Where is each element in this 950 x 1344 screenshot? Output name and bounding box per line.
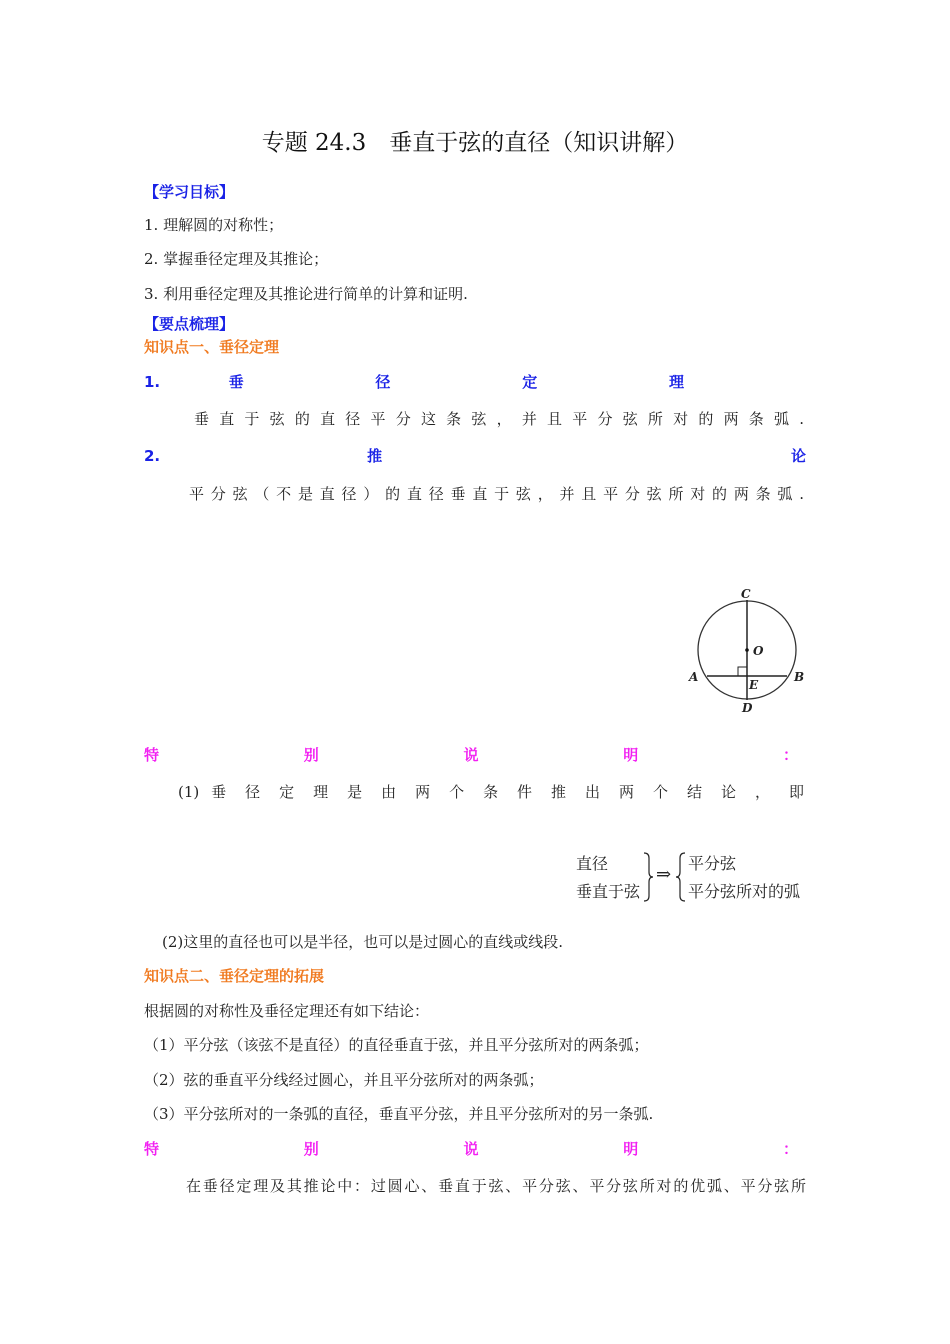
k2-heading: 知识点二、垂径定理的拓展 <box>144 967 325 985</box>
note-heading: 特 别 说 明 ： <box>144 746 798 764</box>
theorem-text: 垂 直 于 弦 的 直 径 平 分 这 条 弦 ， 并 且 平 分 弦 所 对 的 两 条 弧 . <box>194 410 804 428</box>
k2-item: （1）平分弦（该弦不是直径）的直径垂直于弦，并且平分弦所对的两条弧； <box>144 1036 649 1054</box>
page-title: 专题 24.3 垂直于弦的直径（知识讲解） <box>261 130 689 156</box>
scheme <box>576 850 640 906</box>
points-heading: 【要点梳理】 <box>144 315 235 333</box>
label-d: D <box>742 701 753 715</box>
goals-heading: 【学习目标】 <box>144 183 235 201</box>
scheme-cond1: 直径 <box>576 854 609 873</box>
label-b: B <box>794 670 805 684</box>
corollary-label: 2. 推 论 <box>144 447 806 465</box>
label-a: A <box>689 670 699 684</box>
scheme-res1: 平分弦 <box>688 854 737 873</box>
scheme-res2: 平分弦所对的弧 <box>688 882 801 901</box>
goal-item: 3. 利用垂径定理及其推论进行简单的计算和证明. <box>144 285 468 303</box>
label-o: O <box>753 644 764 658</box>
note-heading-2: 特 别 说 明 ： <box>144 1140 798 1158</box>
scheme-results <box>688 850 800 906</box>
k2-intro: 根据圆的对称性及垂径定理还有如下结论： <box>144 1002 430 1020</box>
theorem-label: 1. 垂 径 定 理 <box>144 373 684 391</box>
implies-arrow: ⇒ <box>656 864 672 885</box>
corollary-text: 平 分 弦 （ 不 是 直 径 ） 的 直 径 垂 直 于 弦 ， 并 且 平 分 弦 所 对 的 两 条 弧 . <box>189 485 804 503</box>
note-2: (2)这里的直径也可以是半径，也可以是过圆心的直线或线段. <box>162 933 564 951</box>
k2-item: （3）平分弦所对的一条弧的直径，垂直平分弦，并且平分弦所对的另一条弧. <box>144 1105 654 1123</box>
brace-right <box>643 852 654 902</box>
scheme-cond2: 垂直于弦 <box>576 882 641 901</box>
k2-note-text: 在垂径定理及其推论中：过圆心、垂直于弦、平分弦、平分弦所对的优弧、平分弦所 <box>186 1177 806 1195</box>
label-c: C <box>741 587 751 601</box>
goal-item: 1. 理解圆的对称性； <box>144 216 284 234</box>
note-1: (1) 垂 径 定 理 是 由 两 个 条 件 推 出 两 个 结 论 ， 即 <box>178 783 804 801</box>
k1-heading: 知识点一、垂径定理 <box>144 338 280 356</box>
goal-item: 2. 掌握垂径定理及其推论； <box>144 250 329 268</box>
circle-figure <box>680 584 810 719</box>
k2-item: （2）弦的垂直平分线经过圆心，并且平分弦所对的两条弧； <box>144 1071 544 1089</box>
label-e: E <box>749 678 759 692</box>
brace-left <box>675 852 686 902</box>
